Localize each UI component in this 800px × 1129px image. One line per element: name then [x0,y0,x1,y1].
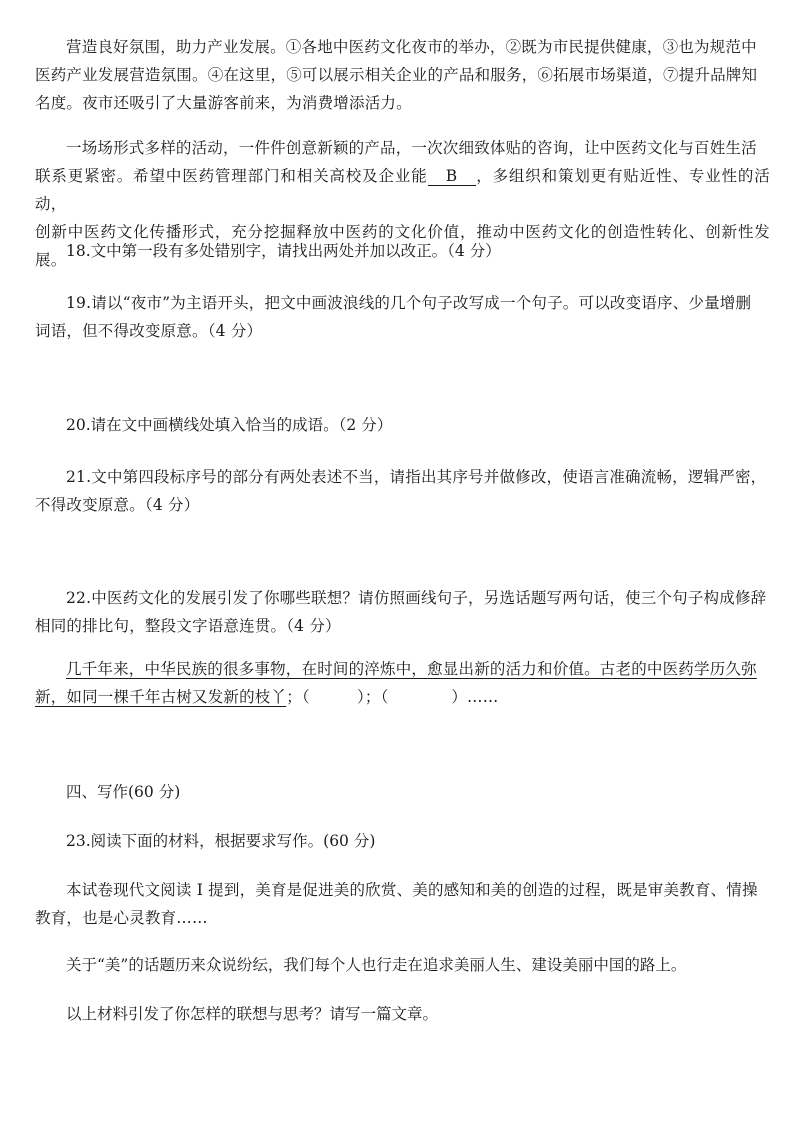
passage-p2-line-2-start: 联系更紧密。希望中医药管理部门和相关高校及企业能 [35,167,428,185]
passage-p1-line-2: 医药产业发展营造氛围。④在这里，⑤可以展示相关企业的产品和服务，⑥拓展市场渠道，⑦提升品牌知 [35,66,758,84]
writing-prompt: 以上材料引发了你怎样的联想与思考？请写一篇文章。 [66,1005,439,1023]
passage-p2-line-2 [35,162,770,218]
writing-section-title: 四、写作(60 分) [66,783,181,801]
question-22 [35,584,770,640]
question-19-line-2: 词语，但不得改变原意。（4 分） [35,322,263,340]
question-19-line-1: 19.请以“夜市”为主语开头，把文中画波浪线的几个句子改写成一个句子。可以改变语序、少量增删 [66,294,752,312]
question-22-example [35,655,770,711]
writing-material-1-line-1: 本试卷现代文阅读 I 提到，美育是促进美的欣赏、美的感知和美的创造的过程，既是审美教育、情操 [66,881,758,899]
passage-p2-line-2-end: ，多组织和策划更有贴近性、专业性的活动， [35,167,770,213]
writing-material-2: 关于“美”的话题历来众说纷纭，我们每个人也行走在追求美丽人生、建设美丽中国的路上。 [66,956,687,974]
passage-paragraph-1 [35,33,770,117]
underlined-sentence-part-2: 新，如同一棵千年古树又发新的枝丫 [35,688,287,706]
passage-p1-line-1: 营造良好氛围，助力产业发展。①各地中医药文化夜市的举办，②既为市民提供健康，③也为规范中 [66,38,757,56]
question-21-line-1: 21.文中第四段标序号的部分有两处表述不当，请指出其序号并做修改，使语言准确流畅，逻辑严密， [66,468,767,486]
question-22-example-line-1 [35,655,770,683]
passage-p2-line-1: 一场场形式多样的活动，一件件创意新颖的产品，一次次细致体贴的咨询，让中医药文化与百姓生活 [66,139,757,157]
question-22-line-1: 22.中医药文化的发展引发了你哪些联想？请仿照画线句子，另选话题写两句话，使三个句子构成修辞 [66,589,767,607]
question-19 [35,289,770,345]
passage-p2-line-3: 创新中医药文化传播形式，充分挖掘释放中医药的文化价值，推动中医药文化的创造性转化、创新性发展。 [35,223,770,269]
question-21 [35,463,770,519]
passage-p1-line-3: 名度。夜市还吸引了大量游客前来，为消费增添活力。 [35,94,412,112]
question-20: 20.请在文中画横线处填入恰当的成语。（2 分） [66,416,393,434]
question-21-line-2: 不得改变原意。（4 分） [35,496,200,514]
writing-material-1 [35,876,770,932]
underlined-sentence-part-1: 几千年来，中华民族的很多事物，在时间的淬炼中，愈显出新的活力和价值。古老的中医药学历久弥 [66,660,757,678]
question-23: 23.阅读下面的材料，根据要求写作。(60 分) [66,832,376,850]
question-22-line-2: 相同的排比句，整段文字语意连贯。（4 分） [35,617,341,635]
writing-material-1-line-2: 教育，也是心灵教育…… [35,909,208,927]
blank-b-underline: B [428,167,476,186]
answer-blanks: ；（ ）；（ ）…… [286,688,499,706]
question-18: 18.文中第一段有多处错别字，请找出两处并加以改正。（4 分） [66,242,501,260]
question-22-example-line-2 [35,683,770,711]
